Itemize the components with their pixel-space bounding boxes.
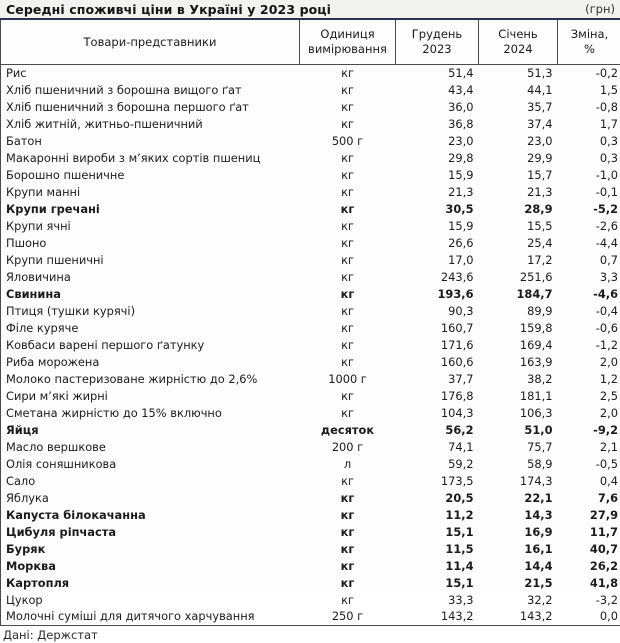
cell-change-percent: 0,0: [558, 608, 620, 625]
cell-unit: 200 г: [300, 438, 396, 455]
cell-december-price: 193,6: [396, 285, 479, 302]
column-header-january-line2: 2024: [481, 42, 555, 56]
cell-unit: кг: [300, 234, 396, 251]
cell-product-name: Картопля: [1, 574, 300, 591]
cell-january-price: 51,3: [479, 64, 558, 81]
cell-product-name: Філе куряче: [1, 319, 300, 336]
cell-january-price: 106,3: [479, 404, 558, 421]
cell-january-price: 159,8: [479, 319, 558, 336]
table-body: [1, 64, 620, 625]
cell-change-percent: -0,2: [558, 64, 620, 81]
cell-january-price: 35,7: [479, 98, 558, 115]
cell-december-price: 160,6: [396, 353, 479, 370]
table-row: [1, 132, 620, 149]
cell-unit: кг: [300, 64, 396, 81]
cell-december-price: 11,5: [396, 540, 479, 557]
cell-december-price: 21,3: [396, 183, 479, 200]
cell-unit: кг: [300, 166, 396, 183]
cell-change-percent: -9,2: [558, 421, 620, 438]
table-row: [1, 234, 620, 251]
cell-change-percent: 3,3: [558, 268, 620, 285]
column-header-december: [396, 20, 479, 64]
cell-january-price: 14,4: [479, 557, 558, 574]
cell-unit: кг: [300, 183, 396, 200]
cell-change-percent: -0,4: [558, 302, 620, 319]
cell-january-price: 29,9: [479, 149, 558, 166]
cell-product-name: Хліб житній, житньо-пшеничний: [1, 115, 300, 132]
cell-product-name: Пшоно: [1, 234, 300, 251]
cell-january-price: 32,2: [479, 591, 558, 608]
cell-december-price: 171,6: [396, 336, 479, 353]
cell-product-name: Крупи ячні: [1, 217, 300, 234]
cell-unit: кг: [300, 574, 396, 591]
table-row: [1, 251, 620, 268]
table-row: [1, 540, 620, 557]
cell-december-price: 74,1: [396, 438, 479, 455]
cell-unit: кг: [300, 81, 396, 98]
cell-december-price: 23,0: [396, 132, 479, 149]
cell-january-price: 181,1: [479, 387, 558, 404]
table-row: [1, 285, 620, 302]
cell-december-price: 160,7: [396, 319, 479, 336]
cell-unit: кг: [300, 285, 396, 302]
table-row: [1, 64, 620, 81]
cell-january-price: 143,2: [479, 608, 558, 625]
cell-unit: кг: [300, 489, 396, 506]
cell-product-name: Олія соняшникова: [1, 455, 300, 472]
cell-december-price: 59,2: [396, 455, 479, 472]
table-row: [1, 200, 620, 217]
cell-change-percent: -1,2: [558, 336, 620, 353]
cell-product-name: Молочні суміші для дитячого харчування: [1, 608, 300, 625]
column-header-goods: Товари-представники: [1, 20, 300, 64]
cell-change-percent: 1,5: [558, 81, 620, 98]
table-row: [1, 217, 620, 234]
cell-december-price: 11,2: [396, 506, 479, 523]
cell-december-price: 173,5: [396, 472, 479, 489]
table-row: [1, 404, 620, 421]
table-row: [1, 149, 620, 166]
column-header-unit: [300, 20, 396, 64]
table-row: [1, 591, 620, 608]
column-header-december-line1: Грудень: [398, 27, 476, 41]
table-row: [1, 455, 620, 472]
cell-product-name: Морква: [1, 557, 300, 574]
table-row: [1, 336, 620, 353]
cell-change-percent: 1,2: [558, 370, 620, 387]
cell-unit: кг: [300, 353, 396, 370]
cell-product-name: Капуста білокачанна: [1, 506, 300, 523]
title-bar: [0, 0, 620, 20]
cell-product-name: Сало: [1, 472, 300, 489]
column-header-change-line2: %: [560, 42, 619, 56]
cell-product-name: Рис: [1, 64, 300, 81]
cell-unit: 500 г: [300, 132, 396, 149]
table-row: [1, 370, 620, 387]
cell-january-price: 21,3: [479, 183, 558, 200]
cell-product-name: Ковбаси варені першого ґатунку: [1, 336, 300, 353]
cell-unit: л: [300, 455, 396, 472]
table-row: [1, 574, 620, 591]
table-row: [1, 387, 620, 404]
cell-december-price: 56,2: [396, 421, 479, 438]
cell-product-name: Свинина: [1, 285, 300, 302]
cell-product-name: Яйця: [1, 421, 300, 438]
table-row: [1, 472, 620, 489]
cell-december-price: 43,4: [396, 81, 479, 98]
table-row: [1, 183, 620, 200]
cell-product-name: Крупи пшеничні: [1, 251, 300, 268]
table-row: [1, 302, 620, 319]
page-title: Середні споживчі ціни в Україні у 2023 році: [6, 2, 331, 17]
cell-unit: кг: [300, 336, 396, 353]
cell-january-price: 17,2: [479, 251, 558, 268]
cell-change-percent: -1,0: [558, 166, 620, 183]
table-header: [1, 20, 620, 64]
cell-january-price: 51,0: [479, 421, 558, 438]
cell-january-price: 15,5: [479, 217, 558, 234]
cell-unit: кг: [300, 404, 396, 421]
cell-unit: кг: [300, 540, 396, 557]
cell-change-percent: -0,1: [558, 183, 620, 200]
cell-january-price: 163,9: [479, 353, 558, 370]
currency-unit-note: (грн): [585, 2, 616, 16]
cell-unit: кг: [300, 149, 396, 166]
cell-december-price: 37,7: [396, 370, 479, 387]
cell-change-percent: 0,4: [558, 472, 620, 489]
cell-december-price: 15,1: [396, 574, 479, 591]
table-row: [1, 608, 620, 625]
cell-january-price: 169,4: [479, 336, 558, 353]
table-row: [1, 81, 620, 98]
cell-january-price: 14,3: [479, 506, 558, 523]
cell-change-percent: 26,2: [558, 557, 620, 574]
table-row: [1, 523, 620, 540]
cell-product-name: Цибуля ріпчаста: [1, 523, 300, 540]
cell-december-price: 30,5: [396, 200, 479, 217]
cell-january-price: 21,5: [479, 574, 558, 591]
cell-december-price: 29,8: [396, 149, 479, 166]
table-row: [1, 438, 620, 455]
cell-product-name: Сири м’які жирні: [1, 387, 300, 404]
source-note: Дані: Держстат: [0, 626, 620, 643]
cell-december-price: 15,1: [396, 523, 479, 540]
cell-change-percent: -2,6: [558, 217, 620, 234]
cell-change-percent: -0,8: [558, 98, 620, 115]
cell-december-price: 104,3: [396, 404, 479, 421]
cell-january-price: 174,3: [479, 472, 558, 489]
table-row: [1, 98, 620, 115]
cell-january-price: 58,9: [479, 455, 558, 472]
cell-product-name: Крупи манні: [1, 183, 300, 200]
cell-product-name: Яблука: [1, 489, 300, 506]
cell-january-price: 89,9: [479, 302, 558, 319]
cell-product-name: Риба морожена: [1, 353, 300, 370]
column-header-unit-line1: Одиниця: [302, 27, 393, 41]
cell-january-price: 28,9: [479, 200, 558, 217]
cell-december-price: 143,2: [396, 608, 479, 625]
cell-product-name: Хліб пшеничний з борошна першого ґат: [1, 98, 300, 115]
cell-unit: кг: [300, 302, 396, 319]
cell-change-percent: 2,5: [558, 387, 620, 404]
cell-change-percent: 2,0: [558, 404, 620, 421]
cell-product-name: Масло вершкове: [1, 438, 300, 455]
column-header-december-line2: 2023: [398, 42, 476, 56]
cell-december-price: 26,6: [396, 234, 479, 251]
cell-january-price: 16,9: [479, 523, 558, 540]
cell-product-name: Крупи гречані: [1, 200, 300, 217]
cell-unit: 250 г: [300, 608, 396, 625]
cell-unit: кг: [300, 98, 396, 115]
table-row: [1, 489, 620, 506]
cell-product-name: Птиця (тушки курячі): [1, 302, 300, 319]
cell-unit: кг: [300, 319, 396, 336]
cell-change-percent: -4,6: [558, 285, 620, 302]
cell-unit: кг: [300, 506, 396, 523]
table-row: [1, 319, 620, 336]
column-header-january: [479, 20, 558, 64]
cell-unit: кг: [300, 387, 396, 404]
table-row: [1, 268, 620, 285]
cell-december-price: 36,0: [396, 98, 479, 115]
cell-unit: кг: [300, 268, 396, 285]
table-row: [1, 166, 620, 183]
cell-december-price: 15,9: [396, 166, 479, 183]
cell-december-price: 90,3: [396, 302, 479, 319]
cell-december-price: 243,6: [396, 268, 479, 285]
column-header-change-line1: Зміна,: [560, 27, 619, 41]
cell-january-price: 44,1: [479, 81, 558, 98]
cell-change-percent: 11,7: [558, 523, 620, 540]
column-header-change: [558, 20, 620, 64]
cell-december-price: 33,3: [396, 591, 479, 608]
cell-december-price: 11,4: [396, 557, 479, 574]
cell-product-name: Борошно пшеничне: [1, 166, 300, 183]
cell-january-price: 184,7: [479, 285, 558, 302]
cell-change-percent: 2,0: [558, 353, 620, 370]
cell-unit: кг: [300, 472, 396, 489]
consumer-prices-table: [0, 20, 620, 626]
cell-change-percent: -3,2: [558, 591, 620, 608]
cell-change-percent: 40,7: [558, 540, 620, 557]
table-row: [1, 115, 620, 132]
cell-product-name: Яловичина: [1, 268, 300, 285]
cell-change-percent: 0,7: [558, 251, 620, 268]
cell-january-price: 37,4: [479, 115, 558, 132]
header-row: [1, 20, 620, 64]
cell-january-price: 23,0: [479, 132, 558, 149]
cell-december-price: 51,4: [396, 64, 479, 81]
cell-change-percent: -0,5: [558, 455, 620, 472]
cell-december-price: 176,8: [396, 387, 479, 404]
cell-change-percent: -5,2: [558, 200, 620, 217]
cell-product-name: Батон: [1, 132, 300, 149]
cell-change-percent: 0,3: [558, 149, 620, 166]
cell-product-name: Сметана жирністю до 15% включно: [1, 404, 300, 421]
cell-unit: кг: [300, 557, 396, 574]
table-row: [1, 506, 620, 523]
cell-unit: кг: [300, 591, 396, 608]
cell-change-percent: -0,6: [558, 319, 620, 336]
cell-january-price: 75,7: [479, 438, 558, 455]
cell-unit: кг: [300, 115, 396, 132]
table-row: [1, 557, 620, 574]
table-row: [1, 421, 620, 438]
cell-december-price: 15,9: [396, 217, 479, 234]
cell-january-price: 15,7: [479, 166, 558, 183]
cell-december-price: 36,8: [396, 115, 479, 132]
cell-unit: кг: [300, 523, 396, 540]
cell-january-price: 38,2: [479, 370, 558, 387]
cell-change-percent: 41,8: [558, 574, 620, 591]
table-container: [0, 20, 620, 626]
cell-product-name: Хліб пшеничний з борошна вищого ґат: [1, 81, 300, 98]
cell-december-price: 20,5: [396, 489, 479, 506]
cell-unit: кг: [300, 251, 396, 268]
cell-change-percent: 7,6: [558, 489, 620, 506]
cell-unit: десяток: [300, 421, 396, 438]
cell-unit: 1000 г: [300, 370, 396, 387]
column-header-unit-line2: вимірювання: [302, 42, 393, 56]
cell-unit: кг: [300, 217, 396, 234]
cell-january-price: 16,1: [479, 540, 558, 557]
column-header-january-line1: Січень: [481, 27, 555, 41]
cell-change-percent: 2,1: [558, 438, 620, 455]
cell-product-name: Цукор: [1, 591, 300, 608]
cell-january-price: 22,1: [479, 489, 558, 506]
cell-product-name: Молоко пастеризоване жирністю до 2,6%: [1, 370, 300, 387]
cell-product-name: Макаронні вироби з м’яких сортів пшениц: [1, 149, 300, 166]
cell-unit: кг: [300, 200, 396, 217]
cell-change-percent: 27,9: [558, 506, 620, 523]
cell-change-percent: 1,7: [558, 115, 620, 132]
cell-change-percent: 0,3: [558, 132, 620, 149]
cell-january-price: 25,4: [479, 234, 558, 251]
cell-december-price: 17,0: [396, 251, 479, 268]
cell-change-percent: -4,4: [558, 234, 620, 251]
cell-january-price: 251,6: [479, 268, 558, 285]
table-row: [1, 353, 620, 370]
cell-product-name: Буряк: [1, 540, 300, 557]
